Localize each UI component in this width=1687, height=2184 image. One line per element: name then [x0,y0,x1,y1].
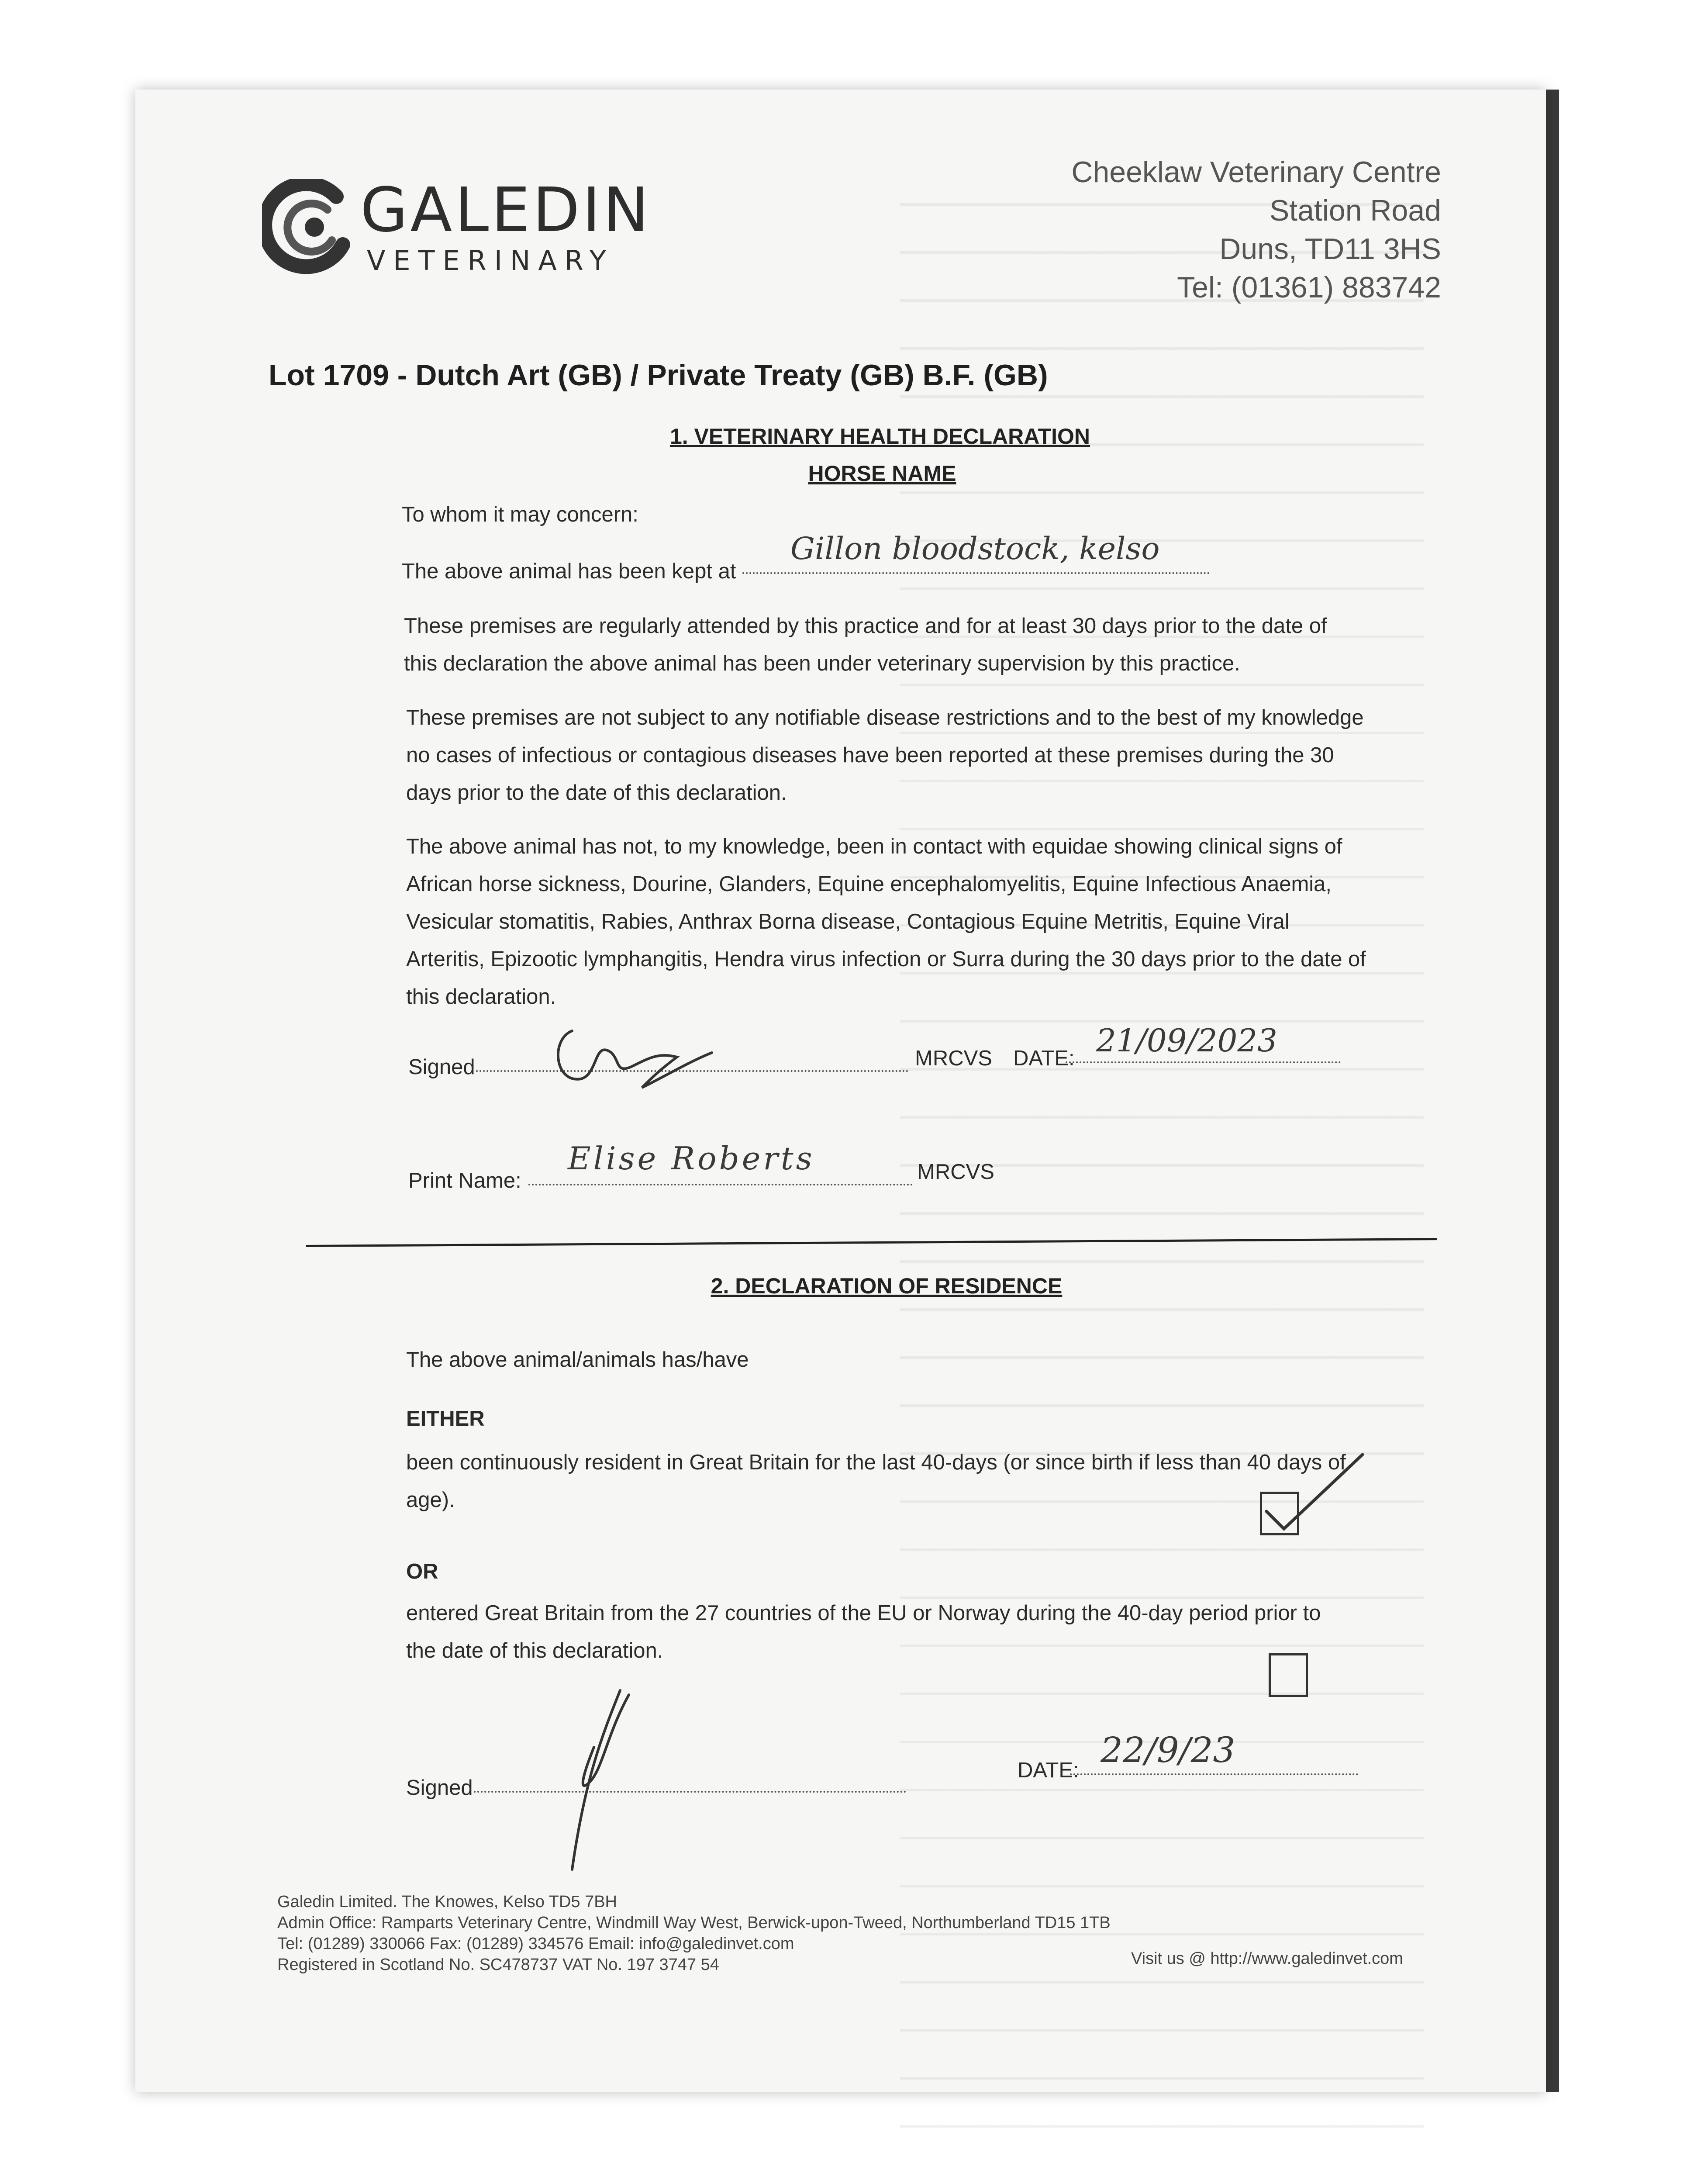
horse-name-heading: HORSE NAME [808,461,956,486]
salutation: To whom it may concern: [402,503,638,526]
address-line: Tel: (01361) 883742 [1177,271,1441,304]
signature-2 [542,1682,681,1883]
address-line: Cheeklaw Veterinary Centre [1071,156,1441,189]
date-handwritten-1: 21/09/2023 [1096,1022,1277,1059]
footer-line: Admin Office: Ramparts Veterinary Centre, Windmill Way West, Berwick-upon-Tweed, Northumberland TD15 1TB [277,1914,1111,1932]
print-name-line [528,1179,913,1185]
mrcvs-label-1: MRCVS [915,1047,992,1070]
practice-address [961,153,1441,307]
residence-intro: The above animal/animals has/have [406,1348,749,1372]
footer-line: Registered in Scotland No. SC478737 VAT No. 197 3747 54 [277,1956,719,1974]
logo-main-text: GALEDIN [360,175,652,246]
option-entered-checkbox[interactable] [1269,1653,1308,1697]
footer-line: Galedin Limited. The Knowes, Kelso TD5 7BH [277,1893,617,1911]
either-label: EITHER [406,1407,485,1431]
footer-line: Tel: (01289) 330066 Fax: (01289) 334576 Email: info@galedinvet.com [277,1935,794,1953]
option-resident: been continuously resident in Great Britain for the last 40-days (or since birth if less than 40 days of age). [406,1451,1346,1512]
signed-label-2: Signed [406,1776,473,1800]
kept-at-line [742,568,1210,574]
paragraph-restrictions: These premises are not subject to any notifiable disease restrictions and to the best of my knowledge no cases of infectious or contagious diseases have been reported at these premises during the 30 days prior to the date of this declaration. [406,706,1364,805]
logo-sub-text: VETERINARY [367,245,614,276]
footer-website: Visit us @ http://www.galedinvet.com [1131,1949,1403,1968]
option-entered: entered Great Britain from the 27 countries of the EU or Norway during the 40-day period prior to the date of this declaration. [406,1601,1321,1662]
print-name-label: Print Name: [408,1169,521,1192]
galedin-logo [262,175,655,288]
kept-at-label: The above animal has been kept at [402,560,736,583]
address-line: Duns, TD11 3HS [1219,232,1441,266]
print-name-handwritten: Elise Roberts [568,1140,815,1177]
signature-line-2 [474,1787,906,1793]
section2-heading: 2. DECLARATION OF RESIDENCE [711,1274,1063,1298]
checkmark-icon [1258,1446,1371,1533]
paragraph-supervision: These premises are regularly attended by this practice and for at least 30 days prior to the date of this declaration the above animal has been under veterinary supervision by this practice. [404,614,1327,675]
signed-label-1: Signed [408,1055,475,1079]
galedin-logo-icon [262,179,354,275]
paragraph-diseases: The above animal has not, to my knowledge, been in contact with equidae showing clinical signs of African horse sickness, Dourine, Glanders, Equine encephalomyelitis, Equine Infectious Anaemia, Vesicular stomatitis, Rabies, Anthrax Borna disease, Contagious Equine Metritis, Equine Viral Arteritis, Epizootic lymphangitis, Hendra virus infection or Surra during the 30 days prior to the date of this declaration. [406,835,1366,1009]
date-label-2: DATE: [1018,1759,1079,1782]
date-label-1: DATE: [1013,1047,1075,1070]
signature-1 [546,1013,729,1101]
option-resident-checkbox[interactable] [1260,1492,1299,1535]
background-right-edge [1546,90,1559,2092]
mrcvs-label-2: MRCVS [917,1160,994,1184]
address-line: Station Road [1269,194,1441,227]
date-handwritten-2: 22/9/23 [1101,1730,1235,1770]
lot-title: Lot 1709 - Dutch Art (GB) / Private Treaty (GB) B.F. (GB) [269,359,1048,392]
or-label: OR [406,1560,438,1583]
kept-at-handwritten: Gillon bloodstock, kelso [790,531,1160,567]
section1-heading: 1. VETERINARY HEALTH DECLARATION [669,424,1090,449]
